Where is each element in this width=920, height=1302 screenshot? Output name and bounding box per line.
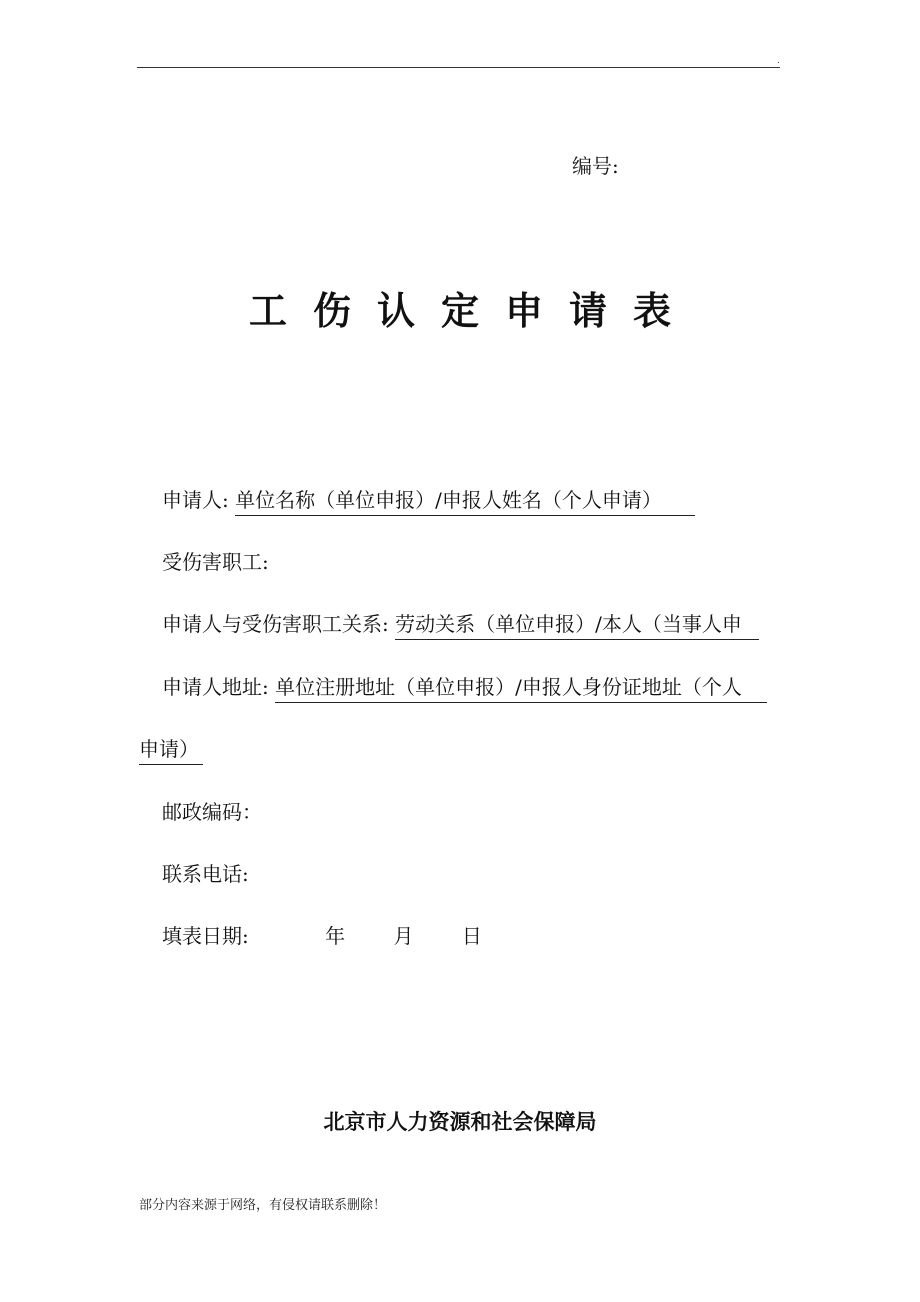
header-dot: . bbox=[777, 56, 780, 66]
address-continuation-row bbox=[139, 735, 203, 765]
relationship-row bbox=[162, 610, 759, 640]
injured-worker-label: 受伤害职工: bbox=[162, 550, 269, 574]
postcode-label: 邮政编码： bbox=[162, 800, 262, 824]
header-rule bbox=[137, 67, 780, 68]
postcode-row bbox=[162, 798, 262, 826]
address-row bbox=[162, 673, 767, 703]
phone-row bbox=[162, 860, 249, 888]
serial-number-label: 编号: bbox=[572, 154, 619, 178]
footer-disclaimer: 部分内容来源于网络，有侵权请联系删除！ bbox=[139, 1198, 387, 1213]
injured-worker-row bbox=[162, 548, 269, 576]
issuing-authority: 北京市人力资源和社会保障局 bbox=[323, 1110, 597, 1134]
applicant-label: 申请人: bbox=[162, 488, 229, 512]
address-value-line1: 单位注册地址（单位申报）/申报人身份证地址（个人 bbox=[275, 673, 767, 703]
applicant-row bbox=[162, 486, 695, 516]
date-row bbox=[162, 922, 482, 950]
address-label: 申请人地址: bbox=[162, 675, 269, 699]
date-year-label: 年 bbox=[325, 924, 346, 948]
relationship-label: 申请人与受伤害职工关系: bbox=[162, 612, 389, 636]
date-label: 填表日期: bbox=[162, 924, 249, 948]
applicant-value: 单位名称（单位申报）/申报人姓名（个人申请） bbox=[235, 486, 695, 516]
address-value-line2: 申请） bbox=[139, 735, 203, 765]
date-month-label: 月 bbox=[393, 924, 414, 948]
document-title: 工伤认定申请表 bbox=[248, 289, 697, 333]
relationship-value: 劳动关系（单位申报）/本人（当事人申 bbox=[395, 610, 759, 640]
phone-label: 联系电话: bbox=[162, 862, 249, 886]
date-day-label: 日 bbox=[461, 924, 482, 948]
